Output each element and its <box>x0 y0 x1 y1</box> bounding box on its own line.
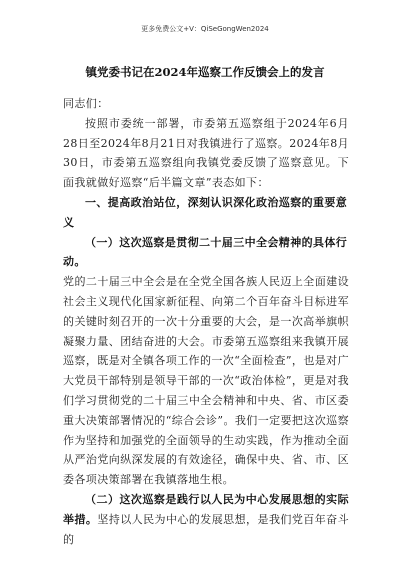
document-body <box>63 94 349 549</box>
subsection-heading: （一）这次巡察是贯彻二十届三中全会精神的具体行动。 <box>63 235 348 269</box>
subsection-heading: （二）这次巡察是践行以人民为中心发展思想的实际举措。 <box>63 492 349 526</box>
paragraph: 按照市委统一部署，市委第五巡察组于2024年6月28日至2024年8月21日对我镇进行了巡察。2024年8月30日，市委第五巡察组向我镇党委反馈了巡察意见。下面我就做好巡察“后半篇文章”表态如下： <box>63 116 349 190</box>
header-note: 更多免费公文+V：QiSeGongWen2024 <box>141 25 269 33</box>
subsection-paragraph <box>63 490 349 549</box>
document-title: 镇党委书记在2024年巡察工作反馈会上的发言 <box>85 65 325 79</box>
paragraph-text: 坚持以人民为中心的发展思想，是我们党百年奋斗的 <box>63 512 349 546</box>
section-heading: 一、提高政治站位，深刻认识深化政治巡察的重要意义 <box>63 195 348 229</box>
paragraph: 党的二十届三中全会是在全党全国各族人民迈上全面建设社会主义现代化国家新征程、向第二个百年奋斗目标进军的关键时刻召开的一次十分重要的大会，是一次高举旗帜凝聚力量、团结奋进的大会。市委第五巡察组来我镇开展巡察，既是对全镇各项工作的一次“全面检查”，也是对广大党员干部特别是领导干部的一次“政治体检”，更是对我们学习贯彻党的二十届三中全会精神和中央、省、市区委重大决策部署情况的“综合会诊”。我们一定要把这次巡察作为坚持和加强党的全面领导的生动实践，作为推动全面从严治党向纵深发展的有效途径，确保中央、省、市、区委各项决策部署在我镇落地生根。 <box>63 275 349 487</box>
greeting: 同志们： <box>63 97 109 110</box>
